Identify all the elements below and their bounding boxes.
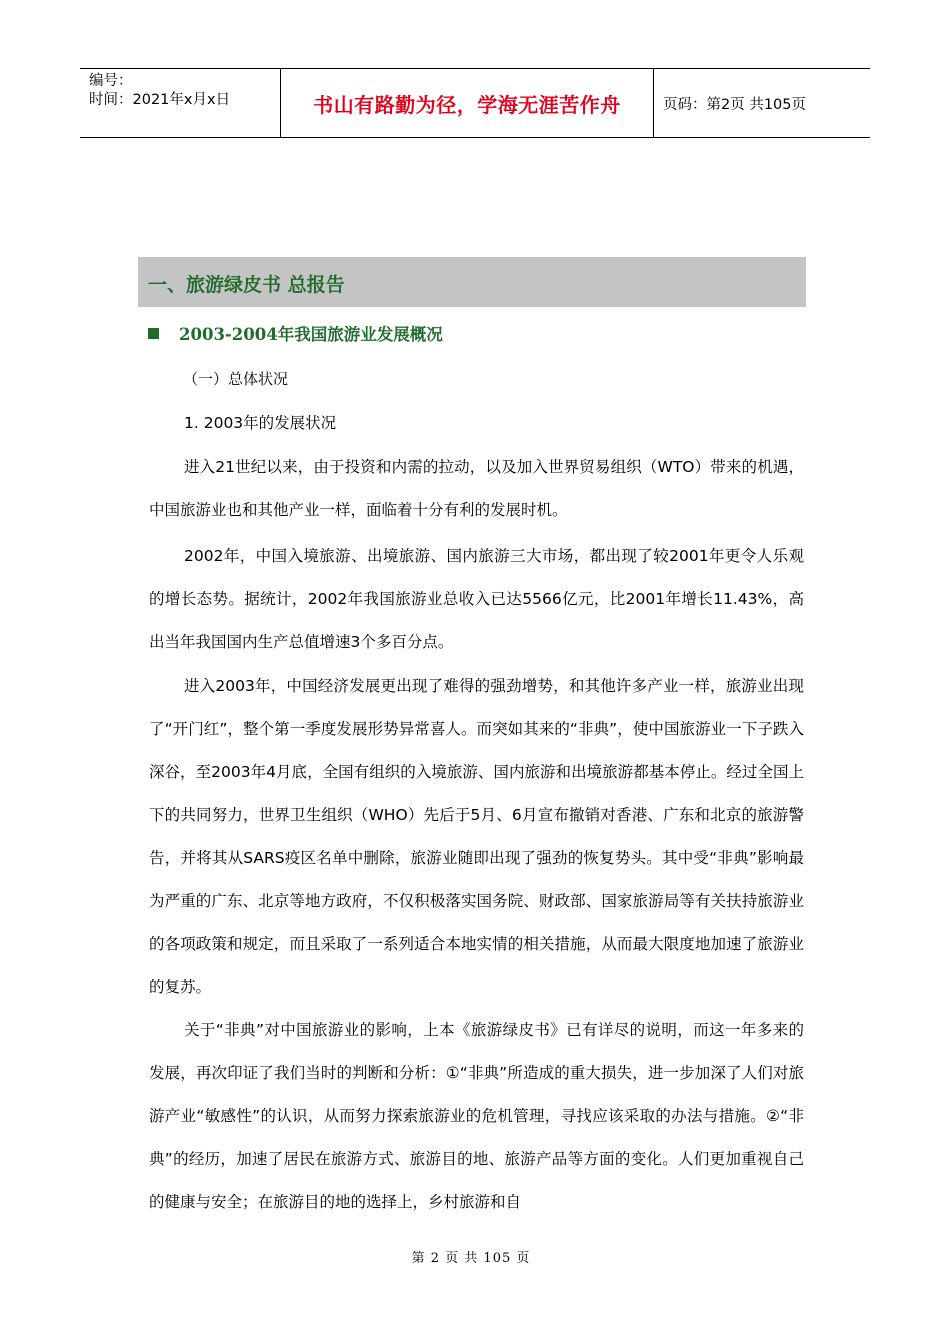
number-label: 编号： — [89, 73, 133, 89]
paragraph-4: 关于“非典”对中国旅游业的影响，上本《旅游绿皮书》已有详尽的说明，而这一年多来的发展，再次印证了我们当时的判断和分析：①“非典”所造成的重大损失，进一步加深了人们对旅游产业“敏感性”的认识，从而努力探索旅游业的危机管理，寻找应该采取的办法与措施。②“非典”的经历，加速了居民在旅游方式、旅游目的地、旅游产品等方面的变化。人们更加重视自己的健康与安全；在旅游目的地的选择上，乡村旅游和自 — [149, 1021, 804, 1211]
page-footer — [0, 1247, 830, 1266]
header-meta-cell — [80, 69, 281, 137]
subsection-title: 2003-2004年我国旅游业发展概况 — [179, 325, 443, 344]
square-bullet-icon — [148, 328, 159, 339]
paragraph-2: 2002年，中国入境旅游、出境旅游、国内旅游三大市场，都出现了较2001年更令人乐观的增长态势。据统计，2002年我国旅游业总收入已达5566亿元，比2001年增长11.43%，高出当年我国国内生产总值增速3个多百分点。 — [149, 547, 804, 651]
section-title: 一、旅游绿皮书 总报告 — [148, 274, 345, 296]
item-title: 1. 2003年的发展状况 — [184, 414, 337, 432]
header-motto-cell — [281, 69, 654, 137]
page-info: 页码：第2页 共105页 — [663, 96, 807, 113]
subsection-heading — [148, 321, 443, 345]
header-table — [80, 68, 870, 138]
motto-text: 书山有路勤为径，学海无涯苦作舟 — [313, 92, 621, 117]
footer-page-number: 第 2 页 共 105 页 — [411, 1251, 531, 1266]
header-page-cell — [654, 69, 870, 137]
subsub-title: （一）总体状况 — [183, 370, 289, 388]
paragraph-3: 进入2003年，中国经济发展更出现了难得的强劲增势，和其他许多产业一样，旅游业出现了“开门红”，整个第一季度发展形势异常喜人。而突如其来的“非典”，使中国旅游业一下子跌入深谷，至2003年4月底，全国有组织的入境旅游、国内旅游和出境旅游都基本停止。经过全国上下的共同努力，世界卫生组织（WHO）先后于5月、6月宣布撤销对香港、广东和北京的旅游警告，并将其从SARS疫区名单中删除，旅游业随即出现了强劲的恢复势头。其中受“非典”影响最为严重的广东、北京等地方政府，不仅积极落实国务院、财政部、国家旅游局等有关扶持旅游业的各项政策和规定，而且采取了一系列适合本地实情的相关措施，从而最大限度地加速了旅游业的复苏。 — [149, 677, 804, 996]
section-title-band — [138, 257, 806, 307]
paragraph-1: 进入21世纪以来，由于投资和内需的拉动，以及加入世界贸易组织（WTO）带来的机遇，中国旅游业也和其他产业一样，面临着十分有利的发展时机。 — [149, 458, 804, 519]
time-label: 时间：2021年x月x日 — [89, 92, 231, 108]
